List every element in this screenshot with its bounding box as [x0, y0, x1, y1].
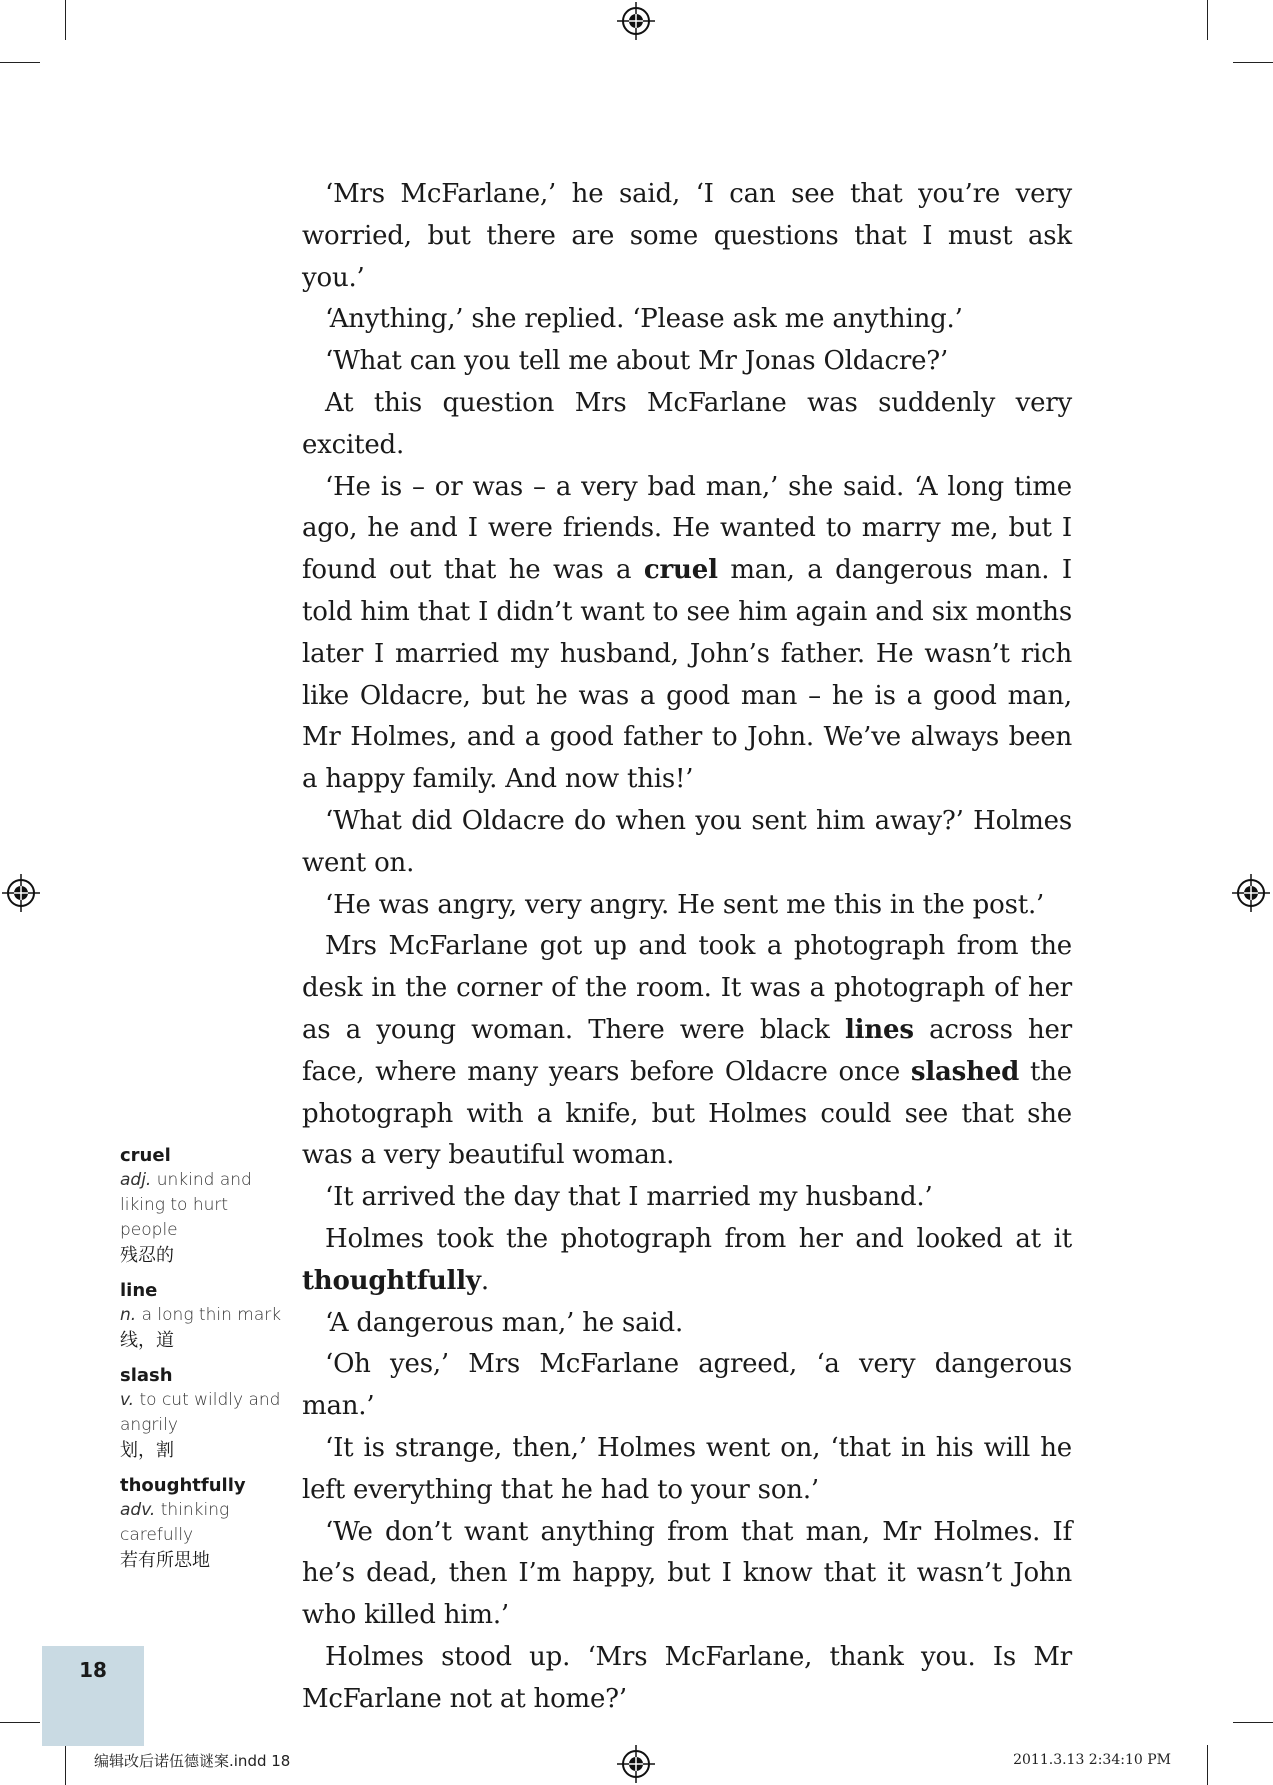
crop-mark-top-right-v [1207, 0, 1208, 40]
glossary-part-of-speech: adj. [120, 1170, 152, 1190]
glossary-entry [120, 1363, 285, 1463]
story-paragraph [302, 1637, 1072, 1721]
story-paragraph [302, 299, 1072, 341]
glossary-part-of-speech: n. [120, 1305, 137, 1325]
glossary-definition [120, 1388, 285, 1438]
glossary-definition [120, 1498, 285, 1548]
glossary-definition [120, 1168, 285, 1243]
glossary-definition [120, 1303, 285, 1328]
glossary-word: slash [120, 1365, 173, 1386]
story-paragraph [302, 1219, 1072, 1303]
glossary-chinese: 残忍的 [120, 1245, 174, 1266]
crop-mark-top-right-h [1233, 62, 1273, 63]
footer-file-name: 编辑改后诺伍德谜案.indd 18 [94, 1752, 291, 1770]
registration-mark-icon [1232, 874, 1270, 912]
crop-mark-top-left-v [65, 0, 66, 40]
crop-mark-bottom-left-v [65, 1745, 66, 1785]
paragraph-text: At this question Mrs McFarlane was suddenly very excited. [302, 387, 1072, 460]
crop-mark-top-left-h [0, 62, 40, 63]
story-paragraph [302, 801, 1072, 885]
paragraph-text: ‘He is – or was – a very bad man,’ she said. ‘A long time ago, he and I were friends. He wanted to marry me, but I found out that he was a [302, 471, 1072, 586]
glossary-word: thoughtfully [120, 1475, 246, 1496]
paragraph-text: ‘What can you tell me about Mr Jonas Oldacre?’ [325, 346, 949, 377]
story-paragraph [302, 174, 1072, 299]
paragraph-text: ‘Mrs McFarlane,’ he said, ‘I can see that you’re very worried, but there are some questions that I must ask you.’ [302, 179, 1072, 293]
paragraph-text: the photograph with a knife, but Holmes could see that she was a very beautiful woman. [302, 1056, 1072, 1171]
crop-mark-bottom-right-v [1207, 1745, 1208, 1785]
glossary-entry [120, 1143, 285, 1268]
paragraph-text: ‘He was angry, very angry. He sent me this in the post.’ [325, 889, 1045, 920]
glossary-term: lines [844, 1014, 914, 1045]
story-paragraph [302, 926, 1072, 1177]
page-number: 18 [79, 1658, 107, 1682]
story-text [302, 174, 1072, 1720]
paragraph-text: ‘What did Oldacre do when you sent him away?’ Holmes went on. [302, 805, 1072, 878]
glossary-sidebar [120, 1143, 285, 1583]
paragraph-text: ‘Oh yes,’ Mrs McFarlane agreed, ‘a very dangerous man.’ [302, 1349, 1072, 1422]
paragraph-text: man, a dangerous man. I told him that I didn’t want to see him again and six months later I married my husband, John’s father. He wasn’t rich like Oldacre, but he was a good man – he is a good man, Mr Holmes, and a good father to John. We’ve always been a happy family. And now this!’ [302, 555, 1072, 795]
glossary-definition-text: unkind and liking to hurt people [120, 1170, 252, 1240]
paragraph-text: ‘Anything,’ she replied. ‘Please ask me anything.’ [325, 304, 963, 335]
crop-mark-bottom-right-h [1233, 1722, 1273, 1723]
story-paragraph [302, 1428, 1072, 1512]
registration-mark-icon [617, 2, 655, 40]
glossary-entry [120, 1278, 285, 1353]
story-paragraph [302, 1303, 1072, 1345]
paragraph-text: ‘It arrived the day that I married my husband.’ [325, 1182, 933, 1213]
paragraph-text: Holmes took the photograph from her and looked at it [325, 1223, 1072, 1254]
story-paragraph [302, 885, 1072, 927]
glossary-word: cruel [120, 1145, 171, 1166]
story-paragraph [302, 1512, 1072, 1637]
paragraph-text: Holmes stood up. ‘Mrs McFarlane, thank you. Is Mr McFarlane not at home?’ [302, 1641, 1072, 1714]
paragraph-text: ‘A dangerous man,’ he said. [325, 1307, 684, 1338]
footer-timestamp: 2011.3.13 2:34:10 PM [1013, 1752, 1171, 1768]
glossary-part-of-speech: v. [120, 1390, 135, 1410]
story-paragraph [302, 1344, 1072, 1428]
glossary-definition-text: to cut wildly and angrily [120, 1390, 281, 1435]
crop-mark-bottom-left-h [0, 1722, 40, 1723]
glossary-term: cruel [643, 555, 718, 586]
paragraph-text: Mrs McFarlane got up and took a photograph from the desk in the corner of the room. It was a photograph of her as a young woman. There were black [302, 931, 1072, 1045]
story-paragraph [302, 467, 1072, 801]
registration-mark-icon [617, 1745, 655, 1783]
glossary-definition-text: thinking carefully [120, 1500, 230, 1545]
paragraph-text: ‘We don’t want anything from that man, Mr Holmes. If he’s dead, then I’m happy, but I know that it wasn’t John who killed him.’ [302, 1516, 1072, 1631]
glossary-part-of-speech: adv. [120, 1500, 156, 1520]
glossary-word: line [120, 1280, 158, 1301]
paragraph-text: across her face, where many years before Oldacre once [302, 1014, 1072, 1087]
glossary-definition-text: a long thin mark [141, 1305, 282, 1325]
paragraph-text: ‘It is strange, then,’ Holmes went on, ‘that in his will he left everything that he had to your son.’ [302, 1432, 1072, 1505]
glossary-term: thoughtfully [302, 1265, 481, 1296]
glossary-entry [120, 1473, 285, 1573]
glossary-term: slashed [910, 1056, 1020, 1087]
glossary-chinese: 划，割 [120, 1440, 174, 1461]
registration-mark-icon [2, 874, 40, 912]
page-number-box [42, 1646, 144, 1746]
story-paragraph [302, 383, 1072, 467]
glossary-chinese: 若有所思地 [120, 1550, 210, 1571]
glossary-chinese: 线，道 [120, 1330, 174, 1351]
story-paragraph [302, 341, 1072, 383]
story-paragraph [302, 1177, 1072, 1219]
paragraph-text: . [480, 1265, 489, 1296]
